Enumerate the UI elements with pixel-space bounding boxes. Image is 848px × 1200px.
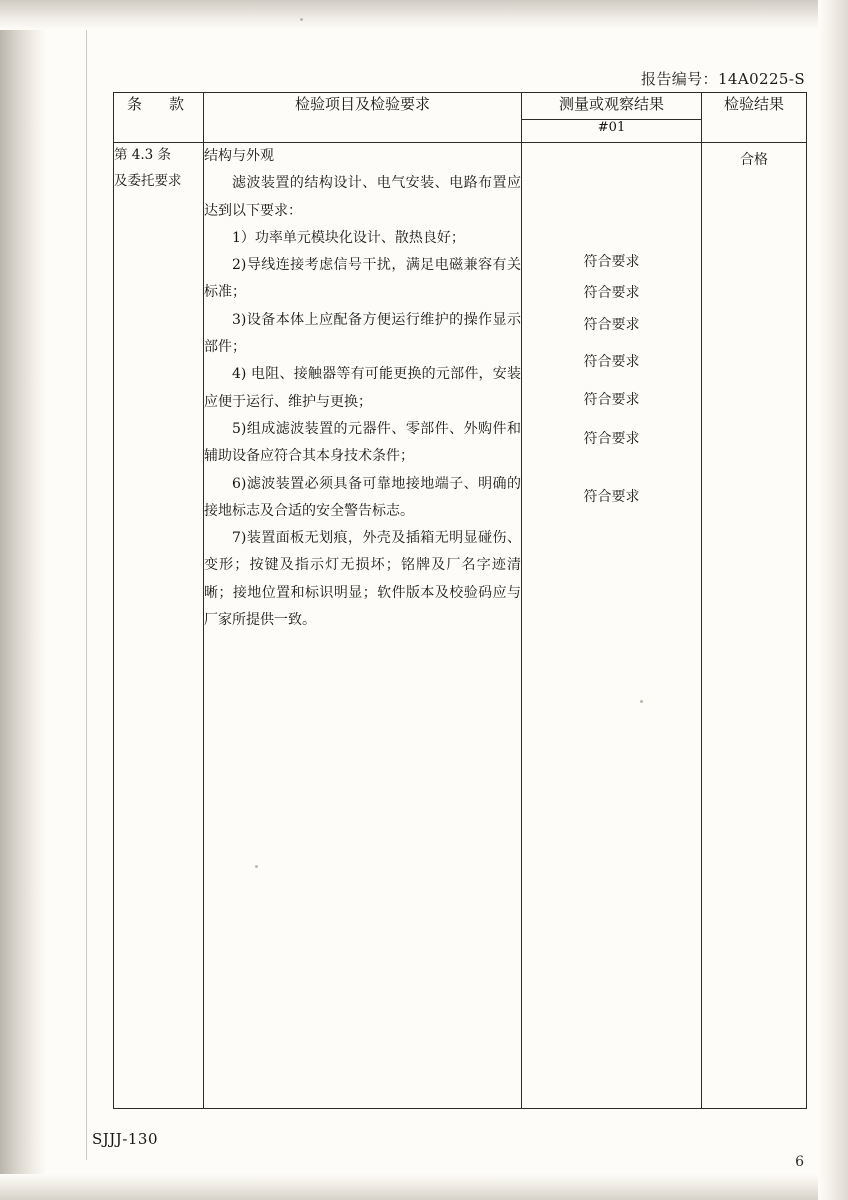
requirement-1: 1）功率单元模块化设计、散热良好； [232,229,465,246]
report-number [641,68,805,89]
cell-inspection-items [204,143,522,1109]
measurement-4: 符合要求 [583,354,640,370]
requirement-7: 7)装置面板无划痕，外壳及插箱无明显碰伤、变形；按键及指示灯无损坏；铭牌及厂名字迹清晰；接地位置和标识明显；软件版本及校验码应与厂家所提供一致。 [204,530,521,629]
table-row [114,143,807,1109]
report-number-value: 14A0225-S [717,70,805,88]
scan-edge-shadow-right [818,0,848,1200]
measurement-5: 符合要求 [583,392,640,408]
header-result: 检验结果 [702,93,807,143]
item-title: 结构与外观 [204,148,274,164]
requirement-6: 6)滤波装置必须具备可靠地接地端子、明确的接地标志及合适的安全警告标志。 [204,475,521,519]
page-number: 6 [795,1154,804,1170]
requirement-5: 5)组成滤波装置的元器件、零部件、外购件和辅助设备应符合其本身技术条件； [204,420,521,465]
measurement-1: 符合要求 [583,254,640,270]
measurement-2: 符合要求 [583,285,640,301]
clause-line-2: 及委托要求 [114,172,182,189]
result-value: 合格 [740,152,768,168]
page-fold-line [86,30,87,1160]
header-measure: 测量或观察结果 [522,93,702,120]
scan-edge-shadow-left [0,0,46,1200]
measurement-7: 符合要求 [583,489,640,505]
scan-edge-shadow-bottom [0,1174,848,1200]
requirement-2: 2)导线连接考虑信号干扰，满足电磁兼容有关标准； [204,257,521,301]
inspection-table [113,92,807,1109]
header-item: 检验项目及检验要求 [204,93,522,143]
cell-result [702,143,807,1109]
requirement-4: 4) 电阻、接触器等有可能更换的元部件，安装应便于运行、维护与更换； [204,366,521,410]
requirement-3: 3)设备本体上应配备方便运行维护的操作显示部件； [204,311,521,356]
report-number-label: 报告编号： [640,70,718,88]
header-clause: 条 款 [114,93,204,143]
measurement-6: 符合要求 [583,431,640,447]
header-measure-sample: #01 [522,120,702,143]
measurement-3: 符合要求 [583,317,640,333]
cell-clause [114,143,204,1109]
scan-speck [300,18,303,21]
form-code: SJJJ-130 [92,1130,159,1148]
item-lead: 滤波装置的结构设计、电气安装、电路布置应达到以下要求： [204,175,521,219]
scan-edge-shadow-top [0,0,848,30]
cell-measurements [522,143,702,1109]
table-header-row [114,93,807,120]
clause-line-1: 第 4.3 条 [114,147,172,163]
